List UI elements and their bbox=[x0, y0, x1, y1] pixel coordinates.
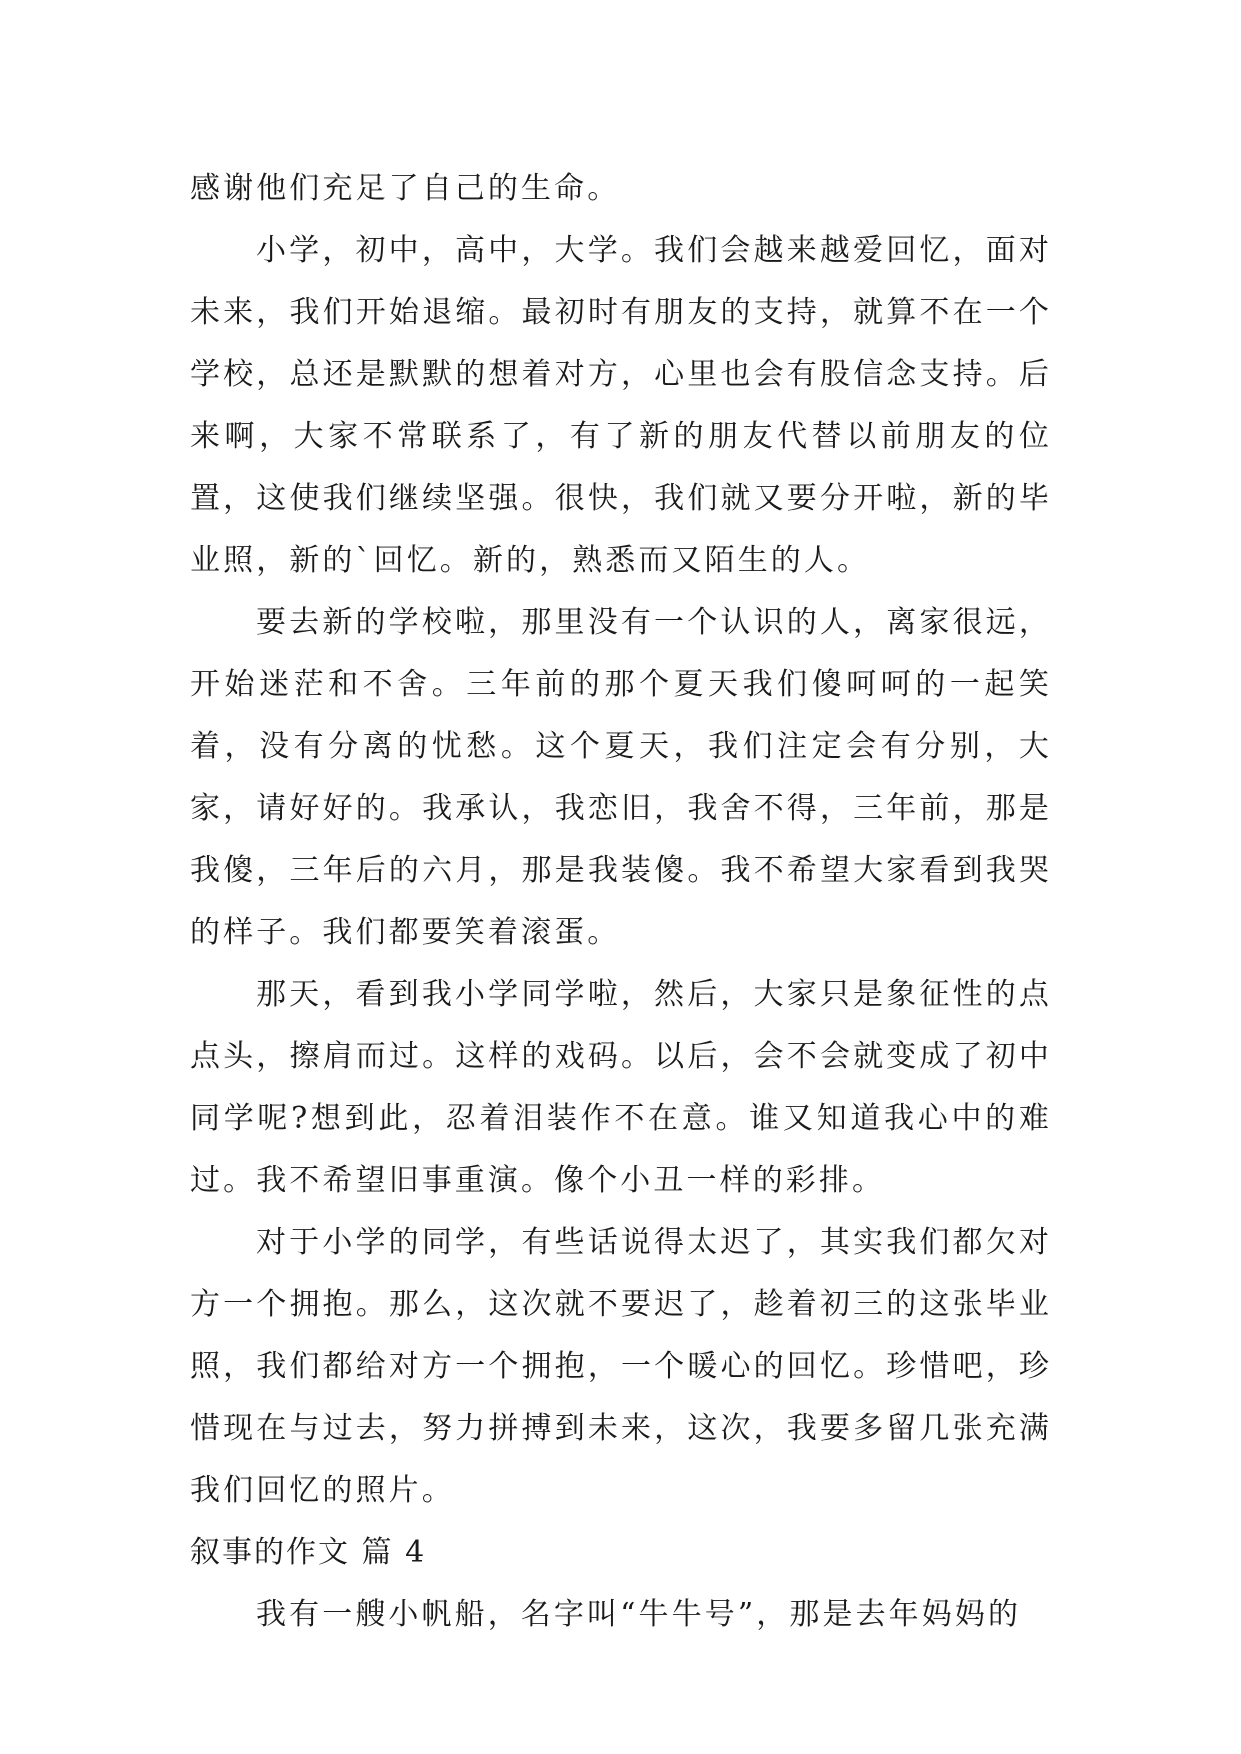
paragraph-4: 那天，看到我小学同学啦，然后，大家只是象征性的点点头，擦肩而过。这样的戏码。以后，会不会就变成了初中同学呢?想到此，忍着泪装作不在意。谁又知道我心中的难过。我不希望旧事重演。像个小丑一样的彩排。 bbox=[190, 977, 1052, 1198]
paragraph-2: 小学，初中，高中，大学。我们会越来越爱回忆，面对未来，我们开始退缩。最初时有朋友的支持，就算不在一个学校，总还是默默的想着对方，心里也会有股信念支持。后来啊，大家不常联系了，有了新的朋友代替以前朋友的位置，这使我们继续坚强。很快，我们就又要分开啦，新的毕业照，新的`回忆。新的，熟悉而又陌生的人。 bbox=[190, 233, 1052, 578]
paragraph-6: 我有一艘小帆船，名字叫“牛牛号”，那是去年妈妈的 bbox=[256, 1597, 1022, 1632]
paragraph-3: 要去新的学校啦，那里没有一个认识的人，离家很远，开始迷茫和不舍。三年前的那个夏天我们傻呵呵的一起笑着，没有分离的忧愁。这个夏天，我们注定会有分别，大家，请好好的。我承认，我恋旧，我舍不得，三年前，那是我傻，三年后的六月，那是我装傻。我不希望大家看到我哭的样子。我们都要笑着滚蛋。 bbox=[190, 605, 1052, 950]
document-page bbox=[190, 158, 1052, 1646]
paragraph-1: 感谢他们充足了自己的生命。 bbox=[190, 171, 621, 206]
section-heading: 叙事的作文 篇 4 bbox=[190, 1535, 427, 1570]
paragraph-5: 对于小学的同学，有些话说得太迟了，其实我们都欠对方一个拥抱。那么，这次就不要迟了，趁着初三的这张毕业照，我们都给对方一个拥抱，一个暖心的回忆。珍惜吧，珍惜现在与过去，努力拼搏到未来，这次，我要多留几张充满我们回忆的照片。 bbox=[190, 1225, 1052, 1508]
